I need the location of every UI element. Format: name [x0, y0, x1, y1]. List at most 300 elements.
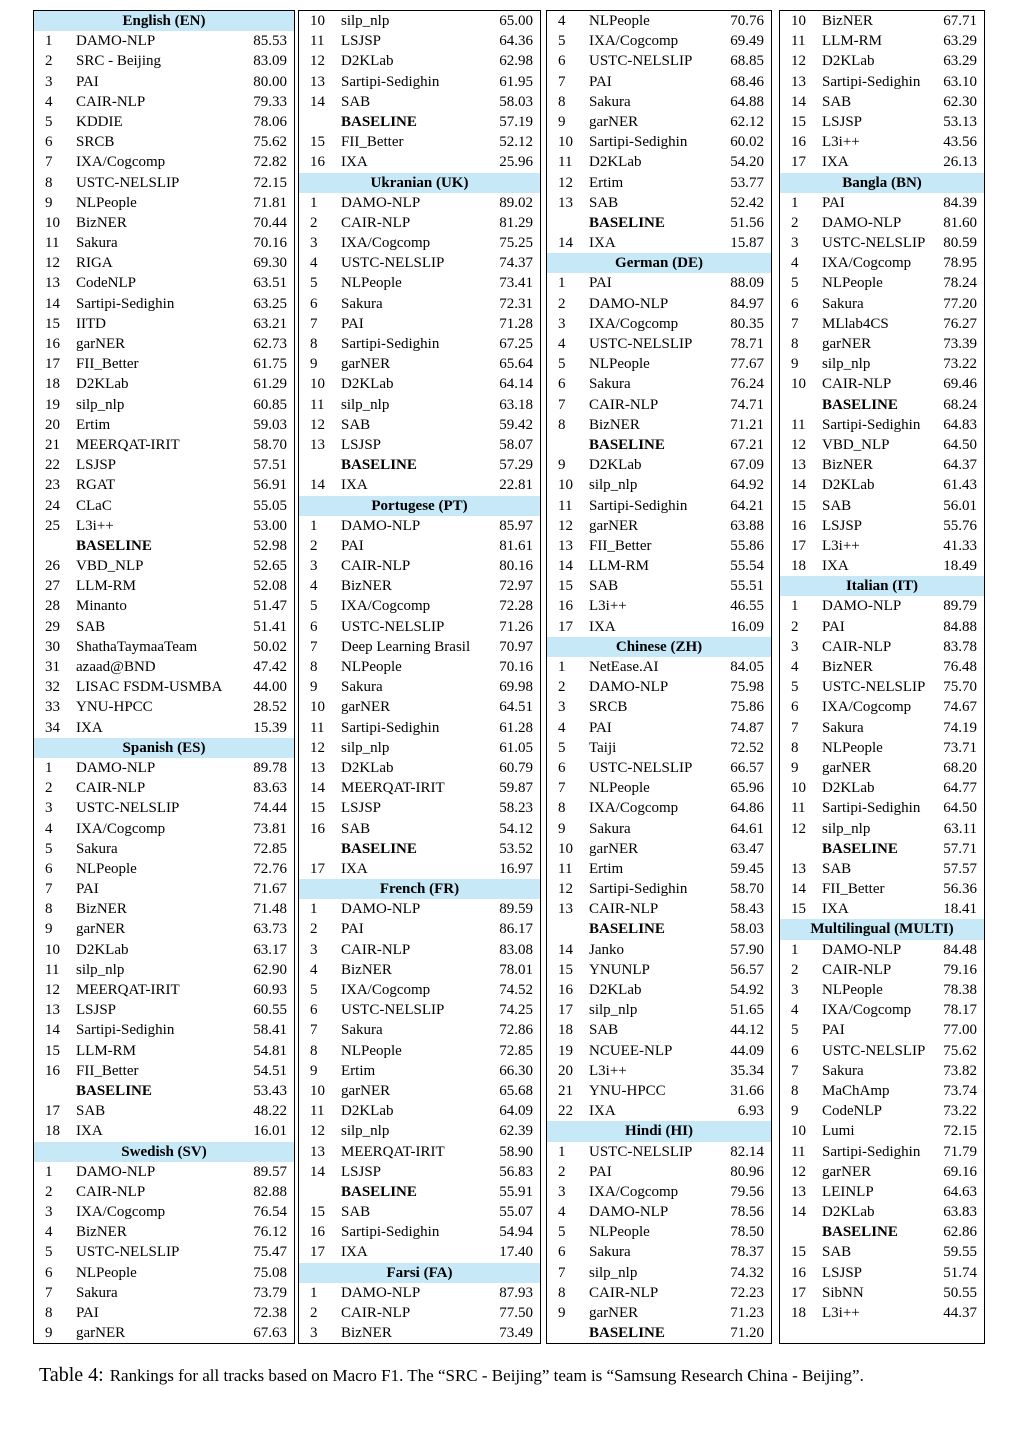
score-cell: 55.51: [730, 578, 764, 595]
table-row: [547, 112, 771, 132]
score-cell: 64.61: [730, 820, 764, 837]
rank-cell: 7: [791, 315, 799, 332]
table-row: [34, 1202, 294, 1222]
table-row: [780, 1222, 984, 1242]
score-cell: 59.03: [253, 416, 287, 433]
score-cell: 57.51: [253, 457, 287, 474]
team-cell: YNU-HPCC: [76, 699, 153, 716]
score-cell: 66.30: [499, 1062, 533, 1079]
score-cell: 82.14: [730, 1143, 764, 1160]
team-cell: USTC-NELSLIP: [822, 235, 926, 252]
table-row: [34, 1222, 294, 1242]
team-cell: Janko: [589, 941, 624, 958]
rank-cell: [299, 839, 341, 859]
table-row: [34, 940, 294, 960]
rank-cell: 12: [45, 255, 60, 272]
score-cell: 28.52: [253, 699, 287, 716]
rank-cell: 13: [45, 275, 60, 292]
team-cell: IXA/Cogcomp: [76, 820, 166, 837]
team-cell: silp_nlp: [589, 477, 638, 494]
table-row: [780, 596, 984, 616]
team-cell: Sartipi-Sedighin: [341, 1224, 440, 1241]
table-row: [299, 1222, 540, 1242]
score-cell: 81.60: [943, 214, 977, 231]
score-cell: 63.29: [943, 53, 977, 70]
score-cell: 52.98: [253, 537, 287, 554]
table-row: [299, 92, 540, 112]
rank-cell: 14: [310, 93, 325, 110]
table-row: [547, 819, 771, 839]
team-cell: NetEase.AI: [589, 659, 659, 675]
table-row: [299, 697, 540, 717]
table-row: [547, 233, 771, 253]
table-row: [299, 1182, 540, 1202]
table-row: [780, 778, 984, 798]
score-cell: 61.75: [253, 356, 287, 373]
team-cell: USTC-NELSLIP: [822, 679, 926, 696]
rank-cell: [34, 536, 76, 556]
score-cell: 63.88: [730, 517, 764, 534]
score-cell: 72.31: [499, 295, 533, 312]
team-cell: garNER: [822, 1163, 872, 1180]
rank-cell: 3: [45, 1204, 53, 1221]
table-row: [34, 758, 294, 778]
score-cell: 15.39: [253, 719, 287, 736]
team-cell: CAIR-NLP: [341, 558, 411, 575]
rank-cell: 2: [310, 537, 318, 554]
table-row: [547, 415, 771, 435]
team-cell: Sartipi-Sedighin: [76, 1022, 175, 1039]
team-cell: LSJSP: [341, 33, 382, 50]
score-cell: 50.02: [253, 638, 287, 655]
table-row: [299, 51, 540, 71]
score-cell: 72.15: [943, 1123, 977, 1140]
table-row: [780, 72, 984, 92]
rank-cell: 26: [45, 558, 60, 575]
rank-cell: 14: [791, 881, 806, 898]
rank-cell: 8: [791, 1082, 799, 1099]
table-row: [547, 778, 771, 798]
score-cell: 69.16: [943, 1163, 977, 1180]
table-row: [34, 819, 294, 839]
score-cell: 64.92: [730, 477, 764, 494]
team-cell: D2KLab: [822, 477, 875, 494]
rank-cell: 7: [791, 1062, 799, 1079]
table-row: [547, 556, 771, 576]
rank-cell: 17: [310, 1244, 325, 1261]
team-cell: MEERQAT-IRIT: [341, 1143, 445, 1160]
rank-cell: 11: [791, 1143, 806, 1160]
team-cell: CAIR-NLP: [589, 396, 659, 413]
team-cell: Sartipi-Sedighin: [589, 497, 688, 514]
table-row: [34, 617, 294, 637]
rank-cell: 13: [791, 860, 806, 877]
rank-cell: 3: [791, 235, 799, 252]
score-cell: 76.48: [943, 659, 977, 675]
table-row: [780, 273, 984, 293]
team-cell: USTC-NELSLIP: [76, 1244, 180, 1261]
score-cell: 80.35: [730, 315, 764, 332]
table-row: [299, 334, 540, 354]
table-row: [780, 11, 984, 31]
score-cell: 61.95: [499, 73, 533, 90]
score-cell: 56.36: [943, 881, 977, 898]
table-row: [299, 1020, 540, 1040]
team-cell: CAIR-NLP: [341, 1305, 411, 1321]
score-cell: 55.86: [730, 537, 764, 554]
rank-cell: 13: [791, 73, 806, 90]
rank-cell: 10: [791, 376, 806, 393]
table-row: [547, 516, 771, 536]
score-cell: 43.56: [943, 134, 977, 151]
score-cell: 86.17: [499, 921, 533, 938]
rank-cell: 7: [558, 780, 566, 797]
table-row: [547, 1101, 771, 1121]
team-cell: BASELINE: [589, 214, 665, 231]
team-cell: CAIR-NLP: [76, 93, 146, 110]
rank-cell: 12: [558, 174, 573, 191]
section-header: Hindi (HI): [547, 1121, 771, 1141]
table-row: [34, 31, 294, 51]
score-cell: 67.63: [253, 1325, 287, 1342]
table-row: [34, 1283, 294, 1303]
rank-cell: 31: [45, 659, 60, 675]
table-row: [547, 92, 771, 112]
table-row: [780, 516, 984, 536]
team-cell: IXA/Cogcomp: [822, 699, 912, 716]
rank-cell: 14: [45, 295, 60, 312]
table-row: [780, 899, 984, 919]
score-cell: 71.79: [943, 1143, 977, 1160]
table-row: [780, 455, 984, 475]
score-cell: 46.55: [730, 598, 764, 615]
rank-cell: 12: [310, 416, 325, 433]
rank-cell: 15: [45, 1042, 60, 1059]
table-row: [34, 1041, 294, 1061]
rank-cell: 15: [558, 961, 573, 978]
team-cell: SAB: [341, 93, 371, 110]
table-row: [34, 879, 294, 899]
team-cell: USTC-NELSLIP: [76, 174, 180, 191]
team-cell: silp_nlp: [589, 1264, 638, 1281]
score-cell: 73.74: [943, 1082, 977, 1099]
table-row: [34, 697, 294, 717]
score-cell: 60.55: [253, 1002, 287, 1019]
score-cell: 52.12: [499, 134, 533, 151]
rank-cell: 7: [310, 1022, 318, 1039]
score-cell: 75.08: [253, 1264, 287, 1281]
team-cell: IXA/Cogcomp: [76, 1204, 166, 1221]
table-row: [780, 193, 984, 213]
table-row: [299, 778, 540, 798]
score-cell: 63.73: [253, 921, 287, 938]
rank-cell: 2: [791, 214, 799, 231]
score-cell: 71.23: [730, 1305, 764, 1321]
rank-cell: 6: [558, 1244, 566, 1261]
team-cell: IXA: [589, 1103, 616, 1120]
table-row: [780, 51, 984, 71]
rank-cell: 14: [310, 1163, 325, 1180]
score-cell: 52.42: [730, 194, 764, 211]
table-row: [780, 657, 984, 677]
score-cell: 41.33: [943, 537, 977, 554]
table-row: [780, 1263, 984, 1283]
score-cell: 75.25: [499, 235, 533, 252]
team-cell: FII_Better: [341, 134, 404, 151]
score-cell: 76.24: [730, 376, 764, 393]
rank-cell: 16: [791, 134, 806, 151]
team-cell: SibNN: [822, 1284, 864, 1301]
rank-cell: 5: [558, 33, 566, 50]
rank-cell: 3: [310, 235, 318, 252]
rank-cell: 3: [45, 800, 53, 817]
table-row: [547, 697, 771, 717]
table-row: [34, 798, 294, 818]
team-cell: DAMO-NLP: [822, 941, 902, 958]
team-cell: IXA: [76, 1123, 103, 1140]
rank-cell: 11: [310, 719, 325, 736]
table-row: [299, 1323, 540, 1343]
score-cell: 82.88: [253, 1183, 287, 1200]
score-cell: 89.57: [253, 1163, 287, 1180]
caption-label: Table 4:: [39, 1364, 104, 1387]
team-cell: PAI: [341, 921, 364, 938]
table-row: [34, 1303, 294, 1323]
score-cell: 78.17: [943, 1002, 977, 1019]
team-cell: BizNER: [341, 961, 392, 978]
team-cell: Sakura: [589, 376, 631, 393]
team-cell: Sartipi-Sedighin: [341, 719, 440, 736]
score-cell: 71.48: [253, 901, 287, 918]
team-cell: BizNER: [822, 13, 873, 29]
rank-cell: 32: [45, 679, 60, 696]
team-cell: SAB: [589, 194, 619, 211]
rank-cell: 14: [558, 941, 573, 958]
rank-cell: 4: [45, 1224, 53, 1241]
rank-cell: 5: [310, 982, 318, 998]
rank-cell: 8: [310, 336, 318, 352]
rank-cell: 14: [310, 780, 325, 797]
rank-cell: 15: [791, 113, 806, 130]
team-cell: Ertim: [589, 860, 624, 877]
rank-cell: 10: [310, 376, 325, 393]
team-cell: Sartipi-Sedighin: [589, 134, 688, 151]
team-cell: DAMO-NLP: [76, 33, 156, 50]
table-row: [780, 31, 984, 51]
team-cell: BASELINE: [822, 396, 898, 413]
rank-cell: 21: [558, 1082, 573, 1099]
rank-cell: 15: [310, 800, 325, 817]
table-row: [299, 314, 540, 334]
rank-cell: 16: [558, 982, 573, 998]
team-cell: azaad@BND: [76, 659, 156, 675]
score-cell: 81.29: [499, 214, 533, 231]
score-cell: 54.20: [730, 154, 764, 171]
score-cell: 72.82: [253, 154, 287, 171]
rank-cell: 18: [791, 1305, 806, 1321]
rank-cell: 5: [558, 739, 566, 756]
rank-cell: 15: [310, 1204, 325, 1221]
table-row: [34, 395, 294, 415]
rank-cell: 2: [558, 1163, 566, 1180]
table-row: [547, 718, 771, 738]
rank-cell: 7: [310, 638, 318, 655]
score-cell: 60.93: [253, 982, 287, 998]
rank-cell: 5: [558, 356, 566, 373]
score-cell: 67.71: [943, 13, 977, 29]
section-header: Spanish (ES): [34, 738, 294, 758]
score-cell: 89.02: [499, 194, 533, 211]
score-cell: 56.57: [730, 961, 764, 978]
score-cell: 64.63: [943, 1183, 977, 1200]
score-cell: 31.66: [730, 1082, 764, 1099]
score-cell: 79.16: [943, 961, 977, 978]
team-cell: DAMO-NLP: [822, 598, 902, 615]
team-cell: SAB: [822, 1244, 852, 1261]
rank-cell: 16: [791, 517, 806, 534]
rank-cell: 6: [558, 759, 566, 776]
table-row: [34, 51, 294, 71]
rank-cell: 3: [791, 638, 799, 655]
table-row: [547, 1222, 771, 1242]
team-cell: CLaC: [76, 497, 112, 514]
rank-cell: 5: [45, 113, 53, 130]
team-cell: PAI: [341, 537, 364, 554]
rank-cell: 9: [558, 820, 566, 837]
rank-cell: 12: [791, 436, 806, 453]
table-row: [547, 1303, 771, 1323]
rank-cell: 11: [310, 396, 325, 413]
score-cell: 52.08: [253, 578, 287, 595]
score-cell: 57.29: [499, 457, 533, 474]
rank-cell: 11: [558, 860, 573, 877]
team-cell: Sartipi-Sedighin: [822, 800, 921, 817]
score-cell: 85.97: [499, 517, 533, 534]
table-row: [547, 1020, 771, 1040]
team-cell: Sakura: [589, 820, 631, 837]
score-cell: 73.39: [943, 336, 977, 352]
rank-cell: 17: [558, 1002, 573, 1019]
team-cell: CAIR-NLP: [822, 638, 892, 655]
section-header: Italian (IT): [780, 576, 984, 596]
rank-cell: 1: [310, 517, 318, 534]
table-row: [547, 596, 771, 616]
score-cell: 64.14: [499, 376, 533, 393]
table-row: [547, 1182, 771, 1202]
table-row: [780, 637, 984, 657]
table-row: [34, 213, 294, 233]
score-cell: 71.21: [730, 416, 764, 433]
score-cell: 75.86: [730, 699, 764, 716]
team-cell: PAI: [822, 194, 845, 211]
team-cell: IXA: [822, 558, 849, 575]
rank-cell: 17: [791, 154, 806, 171]
team-cell: CAIR-NLP: [76, 780, 146, 797]
score-cell: 69.49: [730, 33, 764, 50]
team-cell: BASELINE: [76, 537, 152, 554]
score-cell: 66.57: [730, 759, 764, 776]
team-cell: LSJSP: [76, 457, 117, 474]
score-cell: 76.27: [943, 315, 977, 332]
table-row: [34, 637, 294, 657]
team-cell: Sartipi-Sedighin: [589, 881, 688, 898]
team-cell: MEERQAT-IRIT: [76, 436, 180, 453]
score-cell: 74.25: [499, 1002, 533, 1019]
score-cell: 84.39: [943, 194, 977, 211]
score-cell: 58.90: [499, 1143, 533, 1160]
score-cell: 56.83: [499, 1163, 533, 1180]
section-header: French (FR): [299, 879, 540, 899]
rank-cell: [547, 213, 589, 233]
score-cell: 64.86: [730, 800, 764, 817]
score-cell: 70.97: [499, 638, 533, 655]
score-cell: 76.12: [253, 1224, 287, 1241]
team-cell: D2KLab: [589, 457, 642, 474]
rank-cell: [780, 395, 822, 415]
team-cell: LSJSP: [341, 436, 382, 453]
rank-cell: 6: [45, 134, 53, 151]
rank-cell: 34: [45, 719, 60, 736]
rank-cell: 11: [791, 800, 806, 817]
team-cell: IXA: [589, 618, 616, 635]
score-cell: 73.41: [499, 275, 533, 292]
score-cell: 74.87: [730, 719, 764, 736]
section-header: Portugese (PT): [299, 496, 540, 516]
rank-cell: 3: [45, 73, 53, 90]
table-row: [547, 132, 771, 152]
score-cell: 62.30: [943, 93, 977, 110]
score-cell: 68.20: [943, 759, 977, 776]
score-cell: 58.23: [499, 800, 533, 817]
table-row: [780, 1162, 984, 1182]
score-cell: 53.00: [253, 517, 287, 534]
score-cell: 72.52: [730, 739, 764, 756]
table-row: [547, 960, 771, 980]
table-row: [34, 334, 294, 354]
score-cell: 64.51: [499, 699, 533, 716]
score-cell: 63.17: [253, 941, 287, 958]
rank-cell: 9: [310, 679, 318, 696]
score-cell: 64.83: [943, 416, 977, 433]
table-row: [780, 556, 984, 576]
table-row: [780, 1283, 984, 1303]
rank-cell: 13: [558, 537, 573, 554]
table-row: [34, 72, 294, 92]
table-row: [34, 455, 294, 475]
team-cell: Sakura: [822, 719, 864, 736]
score-cell: 54.51: [253, 1062, 287, 1079]
rank-cell: 3: [558, 1183, 566, 1200]
table-row: [34, 596, 294, 616]
team-cell: PAI: [76, 73, 99, 90]
score-cell: 16.09: [730, 618, 764, 635]
table-row: [547, 354, 771, 374]
rank-cell: 4: [45, 820, 53, 837]
table-row: [34, 92, 294, 112]
rank-cell: 4: [558, 1204, 566, 1221]
team-cell: BizNER: [76, 214, 127, 231]
rank-cell: 10: [45, 941, 60, 958]
team-cell: IXA/Cogcomp: [76, 154, 166, 171]
table-row: [34, 294, 294, 314]
rank-cell: 14: [791, 477, 806, 494]
score-cell: 18.49: [943, 558, 977, 575]
table-column: [33, 10, 295, 1344]
rank-cell: 12: [45, 982, 60, 998]
score-cell: 57.19: [499, 113, 533, 130]
rank-cell: [299, 455, 341, 475]
team-cell: silp_nlp: [341, 13, 390, 29]
